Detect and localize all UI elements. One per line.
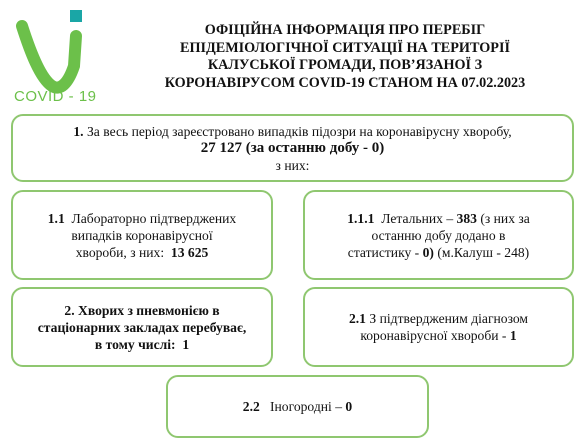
deaths-box: [303, 190, 574, 280]
deaths-note-2: останню добу додано в: [371, 227, 506, 243]
title-line: ОФІЦІЙНА ІНФОРМАЦІЯ ПРО ПЕРЕБІГ: [204, 22, 486, 38]
lab-confirmed-label: Лабораторно підтверджених: [71, 210, 237, 226]
item-number: 2.1: [348, 311, 366, 326]
deaths-note: (з них за: [480, 210, 530, 226]
item-number: 1.1: [47, 210, 65, 226]
nonresident-value: 0: [345, 399, 353, 414]
confirmed-diagnosis-value: 1: [509, 328, 517, 343]
title-line: КАЛУСЬКОЇ ГРОМАДИ, ПОВ’ЯЗАНОЇ З: [207, 57, 483, 73]
deaths-note-3: статистику -: [347, 244, 420, 260]
item-number: 2.2: [242, 399, 260, 414]
confirmed-diagnosis-label: З підтвердженим діагнозом: [369, 311, 529, 326]
deaths-kalush: (м.Калуш - 248): [437, 244, 530, 260]
nonresident-box: [166, 375, 429, 438]
item-number: 1.1.1: [347, 210, 375, 226]
deaths-label: Летальних –: [381, 210, 454, 226]
nonresident-label: Іногородні –: [270, 399, 342, 414]
pneumonia-label-3: в тому числі:: [94, 336, 176, 352]
pneumonia-label: Хворих з пневмонією в: [78, 302, 220, 318]
pneumonia-label-2: стаціонарних закладах перебуває,: [37, 319, 247, 335]
confirmed-diagnosis-label-2: коронавірусної хвороби -: [360, 328, 507, 343]
confirmed-diagnosis-box: [303, 287, 574, 367]
lab-confirmed-label-2: випадків коронавірусної: [71, 227, 213, 243]
lab-confirmed-box: [11, 190, 273, 280]
total-suspected-value: 27 127 (за останню добу - 0): [200, 139, 385, 156]
pneumonia-box: [11, 287, 273, 367]
pneumonia-value: 1: [182, 336, 190, 352]
logo-text: COVID - 19: [14, 88, 97, 105]
deaths-daily-value: 0): [422, 244, 434, 260]
deaths-value: 383: [456, 210, 477, 226]
total-suspected-box: [11, 114, 574, 182]
of-them-label: з них:: [275, 157, 310, 173]
title-line: ЕПІДЕМІОЛОГІЧНОЇ СИТУАЦІЇ НА ТЕРИТОРІЇ: [180, 39, 510, 56]
total-suspected-label: За весь період зареєстровано випадків підозри на коронавірусну хворобу,: [86, 123, 512, 139]
page-title: [112, 22, 578, 92]
lab-confirmed-value: 13 625: [170, 244, 209, 260]
item-number: 1.: [73, 123, 84, 139]
title-line: КОРОНАВІРУСОМ COVID-19 СТАНОМ НА 07.02.2023: [164, 74, 526, 91]
item-number: 2.: [64, 302, 75, 318]
lab-confirmed-label-3: хвороби, з них:: [75, 244, 165, 260]
